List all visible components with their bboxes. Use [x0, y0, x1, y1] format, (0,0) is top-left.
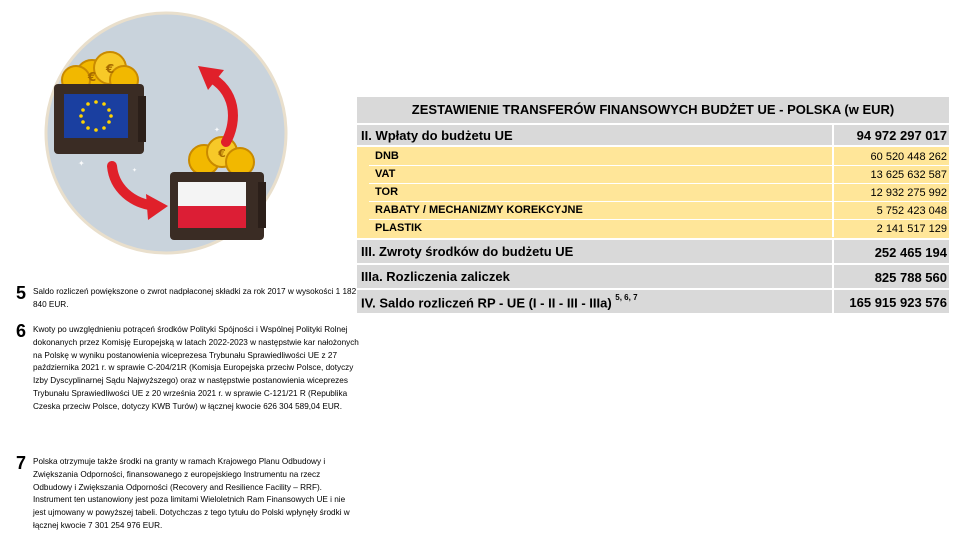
contributions-breakdown	[357, 145, 949, 238]
svg-text:€: €	[218, 147, 226, 160]
table-row	[357, 165, 949, 183]
footnote-text: Polska otrzymuje także środki na granty w ramach Krajowego Planu Odbudowy i Zwiększania Odporności, finansowanego z europejskiego Instrumentu na rzecz Odbudowy i Zwiększania Odporności (Recovery and Resilience Facility – RRF). Instrument ten ustanowiony jest poza limitami Wieloletnich Ram Finansowych UE i nie jest ujmowany w powyższej tabeli. Dotychczas z tego tytułu do Polski wpłynęły środki w łącznej kwocie 7 301 254 976 EUR.	[33, 457, 350, 530]
row-label: PLASTIK	[375, 222, 423, 234]
svg-text:€: €	[105, 62, 115, 76]
eu-flag-wallet-icon	[54, 84, 146, 154]
row-label: II. Wpłaty do budżetu UE	[361, 128, 513, 143]
table-row	[357, 201, 949, 219]
table-row	[357, 238, 949, 263]
row-label: VAT	[375, 168, 396, 180]
row-value: 94 972 297 017	[856, 128, 947, 143]
row-value: 5 752 423 048	[876, 205, 947, 217]
row-label: III. Zwroty środków do budżetu UE	[361, 244, 574, 259]
footnote-number: 5	[16, 283, 27, 303]
footnote-references: 5, 6, 7	[615, 293, 638, 302]
svg-text:✦: ✦	[78, 159, 85, 168]
row-value: 12 932 275 992	[870, 187, 947, 199]
footnote-number: 7	[16, 453, 27, 473]
table-title: ZESTAWIENIE TRANSFERÓW FINANSOWYCH BUDŻET UE - POLSKA (w EUR)	[411, 102, 895, 117]
row-label	[361, 295, 638, 310]
row-label: RABATY / MECHANIZMY KOREKCYJNE	[375, 204, 583, 216]
table-title-row	[357, 97, 949, 123]
footnote-text: Kwoty po uwzględnieniu potrąceń środków Polityki Spójności i Wspólnej Polityki Rolnej dokonanych przez Komisję Europejską w latach 2022-2023 w następstwie kar nałożonych na Polskę w wyniku postanowienia wiceprezesa Trybunału Sprawiedliwości UE z 27 października 2021 r. w sprawie C-204/21R (Komisja Europejska przeciw Polsce, dotyczy Izby Dyscyplinarnej Sądu Najwyższego) oraz w następstwie postanowienia wiceprezes Trybunału Sprawiedliwości UE z 20 września 2021 r. w sprawie C-121/21 R (Republika Czeska przeciw Polsce, dotyczy KWB Turów) w łącznej kwocie 626 304 589,04 EUR.	[33, 325, 359, 411]
svg-text:✦: ✦	[132, 167, 138, 174]
footnote-number: 6	[16, 321, 27, 341]
table-row	[357, 219, 949, 237]
row-value: 60 520 448 262	[870, 151, 947, 163]
transfers-table	[357, 97, 949, 313]
row-label: TOR	[375, 186, 399, 198]
table-row	[357, 288, 949, 313]
transfer-illustration	[28, 10, 304, 256]
row-value: 165 915 923 576	[849, 295, 947, 310]
svg-text:✦: ✦	[214, 126, 220, 134]
table-row	[357, 123, 949, 145]
row-label-text: IV. Saldo rozliczeń RP - UE (I - II - III - IIIa)	[361, 295, 612, 311]
poland-flag-wallet-icon	[170, 172, 266, 240]
row-value: 252 465 194	[874, 245, 947, 260]
row-value: 13 625 632 587	[870, 169, 947, 181]
table-row	[357, 147, 949, 165]
table-row	[357, 263, 949, 288]
row-value: 825 788 560	[874, 270, 947, 285]
svg-text:€: €	[87, 70, 97, 84]
row-value: 2 141 517 129	[876, 223, 947, 235]
row-label: IIIa. Rozliczenia zaliczek	[361, 269, 510, 284]
row-label: DNB	[375, 150, 399, 162]
footnote-text: Saldo rozliczeń powiększone o zwrot nadpłaconej składki za rok 2017 w wysokości 1 182 840 EUR.	[33, 287, 357, 309]
table-row	[357, 183, 949, 201]
